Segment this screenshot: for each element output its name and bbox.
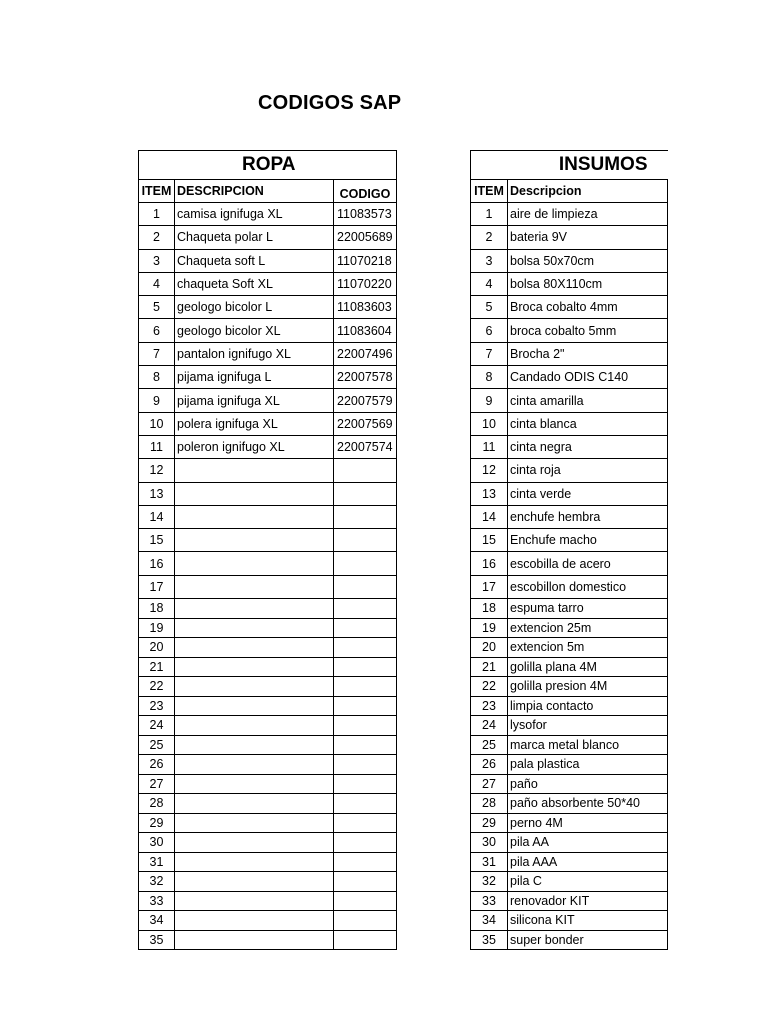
row-description: paño absorbente 50*40 [508,794,668,814]
row-description [175,813,334,833]
row-description [175,716,334,736]
row-code [334,599,397,619]
row-code [334,657,397,677]
row-description [175,618,334,638]
row-item: 1 [139,203,175,226]
row-item: 17 [471,575,508,598]
row-description [175,529,334,552]
table-row [471,911,668,931]
row-item: 14 [471,505,508,528]
ropa-col-code: CODIGO [334,180,397,203]
row-item: 3 [471,249,508,272]
table-row [139,529,397,552]
row-description: pila AA [508,833,668,853]
row-description: Broca cobalto 4mm [508,296,668,319]
row-item: 27 [139,774,175,794]
table-row [471,366,668,389]
row-item: 25 [139,735,175,755]
row-description: extencion 25m [508,618,668,638]
table-row [139,657,397,677]
table-row [139,296,397,319]
ropa-col-item: ITEM [139,180,175,203]
table-row [139,482,397,505]
table-row [471,203,668,226]
table-row [139,794,397,814]
row-description: espuma tarro [508,599,668,619]
row-item: 31 [471,852,508,872]
row-code: 22007569 [334,412,397,435]
table-row [139,226,397,249]
row-item: 16 [139,552,175,575]
row-code [334,911,397,931]
table-row [471,296,668,319]
table-row [139,638,397,658]
row-item: 6 [471,319,508,342]
row-item: 34 [139,911,175,931]
table-row [139,872,397,892]
row-description [175,911,334,931]
row-item: 21 [139,657,175,677]
table-row [139,342,397,365]
row-description [175,505,334,528]
row-code [334,930,397,950]
row-description [175,852,334,872]
table-row [471,599,668,619]
row-item: 28 [471,794,508,814]
row-code: 22007579 [334,389,397,412]
row-description: bateria 9V [508,226,668,249]
row-item: 18 [139,599,175,619]
row-description: Chaqueta soft L [175,249,334,272]
row-description: chaqueta Soft XL [175,272,334,295]
row-item: 23 [139,696,175,716]
row-item: 26 [471,755,508,775]
row-description [175,599,334,619]
row-item: 7 [139,342,175,365]
row-description: camisa ignifuga XL [175,203,334,226]
table-row [139,412,397,435]
page-title: CODIGOS SAP [258,92,402,114]
ropa-heading-spacer [334,151,397,180]
row-code [334,852,397,872]
row-item: 12 [471,459,508,482]
row-item: 10 [139,412,175,435]
row-description: aire de limpieza [508,203,668,226]
row-code [334,459,397,482]
row-item: 30 [471,833,508,853]
row-code [334,618,397,638]
row-description: limpia contacto [508,696,668,716]
row-description: poleron ignifugo XL [175,435,334,458]
row-description [175,459,334,482]
table-row [471,272,668,295]
row-item: 31 [139,852,175,872]
row-item: 26 [139,755,175,775]
row-item: 16 [471,552,508,575]
row-item: 33 [139,891,175,911]
table-row [139,389,397,412]
table-row [139,930,397,950]
table-row [471,618,668,638]
row-description: bolsa 50x70cm [508,249,668,272]
row-item: 22 [471,677,508,697]
table-row [139,852,397,872]
row-item: 24 [139,716,175,736]
table-row [471,891,668,911]
table-row [471,342,668,365]
row-description: pijama ignifuga L [175,366,334,389]
row-item: 32 [471,872,508,892]
row-code: 11083603 [334,296,397,319]
table-row [471,735,668,755]
row-item: 4 [471,272,508,295]
row-description [175,872,334,892]
row-code: 22005689 [334,226,397,249]
row-description: pijama ignifuga XL [175,389,334,412]
row-description: cinta negra [508,435,668,458]
row-code: 22007574 [334,435,397,458]
row-description [175,575,334,598]
row-description: lysofor [508,716,668,736]
row-description: broca cobalto 5mm [508,319,668,342]
row-description [175,774,334,794]
row-description: silicona KIT [508,911,668,931]
ropa-col-desc: DESCRIPCION [175,180,334,203]
table-row [139,459,397,482]
row-description: paño [508,774,668,794]
insumos-col-desc: Descripcion [508,180,668,203]
insumos-col-item: ITEM [471,180,508,203]
row-item: 20 [139,638,175,658]
row-item: 2 [471,226,508,249]
row-item: 11 [139,435,175,458]
row-description [175,677,334,697]
row-code [334,638,397,658]
row-item: 5 [471,296,508,319]
row-item: 19 [139,618,175,638]
row-item: 17 [139,575,175,598]
insumos-table [470,150,668,950]
row-item: 1 [471,203,508,226]
table-row [471,852,668,872]
row-item: 33 [471,891,508,911]
table-row [139,575,397,598]
ropa-table [138,150,397,950]
table-row [139,735,397,755]
row-item: 5 [139,296,175,319]
table-row [471,319,668,342]
table-row [139,774,397,794]
row-code [334,505,397,528]
row-item: 3 [139,249,175,272]
row-description: enchufe hembra [508,505,668,528]
table-row [471,482,668,505]
table-row [139,552,397,575]
row-code: 11083604 [334,319,397,342]
row-item: 22 [139,677,175,697]
row-code [334,716,397,736]
row-description: pila C [508,872,668,892]
table-row [471,833,668,853]
table-row [139,203,397,226]
table-row [471,389,668,412]
row-description: escobilla de acero [508,552,668,575]
table-row [471,813,668,833]
row-code [334,813,397,833]
row-code [334,774,397,794]
table-row [139,366,397,389]
table-row [471,226,668,249]
row-description: cinta roja [508,459,668,482]
row-code [334,755,397,775]
table-row [471,249,668,272]
table-row [139,435,397,458]
row-item: 8 [471,366,508,389]
row-item: 9 [471,389,508,412]
row-item: 30 [139,833,175,853]
row-item: 20 [471,638,508,658]
row-description: marca metal blanco [508,735,668,755]
row-description [175,657,334,677]
table-row [471,930,668,950]
row-item: 23 [471,696,508,716]
row-description: escobillon domestico [508,575,668,598]
row-description: Candado ODIS C140 [508,366,668,389]
row-item: 29 [471,813,508,833]
row-code [334,482,397,505]
insumos-heading: INSUMOS [471,151,668,180]
row-code [334,891,397,911]
table-row [139,833,397,853]
table-row [471,505,668,528]
row-code [334,677,397,697]
table-row [139,911,397,931]
row-code [334,552,397,575]
row-description: super bonder [508,930,668,950]
row-description: geologo bicolor L [175,296,334,319]
table-row [139,505,397,528]
row-description: renovador KIT [508,891,668,911]
table-row [471,575,668,598]
table-row [139,891,397,911]
table-row [139,716,397,736]
row-code: 22007496 [334,342,397,365]
row-item: 10 [471,412,508,435]
table-row [471,872,668,892]
row-description [175,696,334,716]
row-description: polera ignifuga XL [175,412,334,435]
table-row [471,529,668,552]
row-description: Chaqueta polar L [175,226,334,249]
row-description: cinta blanca [508,412,668,435]
row-item: 11 [471,435,508,458]
table-row [471,459,668,482]
row-description [175,552,334,575]
row-description [175,482,334,505]
row-description [175,638,334,658]
table-row [471,696,668,716]
row-description [175,891,334,911]
row-code: 22007578 [334,366,397,389]
row-description: Enchufe macho [508,529,668,552]
row-description: cinta verde [508,482,668,505]
table-row [139,319,397,342]
row-item: 13 [471,482,508,505]
row-item: 15 [471,529,508,552]
row-item: 18 [471,599,508,619]
row-code [334,833,397,853]
table-row [139,272,397,295]
row-item: 4 [139,272,175,295]
row-description: Brocha 2" [508,342,668,365]
row-description: pala plastica [508,755,668,775]
row-item: 13 [139,482,175,505]
row-description: geologo bicolor XL [175,319,334,342]
row-description: pila AAA [508,852,668,872]
row-code [334,872,397,892]
row-description [175,755,334,775]
row-description [175,794,334,814]
row-item: 12 [139,459,175,482]
row-item: 34 [471,911,508,931]
row-item: 28 [139,794,175,814]
table-row [139,249,397,272]
row-description: extencion 5m [508,638,668,658]
row-code [334,696,397,716]
row-code [334,794,397,814]
table-row [471,552,668,575]
row-description: golilla presion 4M [508,677,668,697]
row-description: pantalon ignifugo XL [175,342,334,365]
table-row [471,435,668,458]
table-row [139,599,397,619]
table-row [471,755,668,775]
table-row [471,774,668,794]
row-item: 27 [471,774,508,794]
row-item: 35 [139,930,175,950]
table-row [139,677,397,697]
row-item: 19 [471,618,508,638]
row-item: 9 [139,389,175,412]
table-row [471,657,668,677]
row-item: 8 [139,366,175,389]
row-item: 35 [471,930,508,950]
table-row [139,696,397,716]
row-description [175,930,334,950]
row-item: 14 [139,505,175,528]
row-description [175,735,334,755]
row-item: 21 [471,657,508,677]
table-row [471,412,668,435]
row-code: 11083573 [334,203,397,226]
table-row [139,755,397,775]
row-code [334,575,397,598]
row-item: 32 [139,872,175,892]
row-description: golilla plana 4M [508,657,668,677]
row-code [334,735,397,755]
row-item: 29 [139,813,175,833]
row-item: 15 [139,529,175,552]
row-description: perno 4M [508,813,668,833]
row-item: 25 [471,735,508,755]
row-code [334,529,397,552]
table-row [471,677,668,697]
table-row [471,716,668,736]
row-item: 24 [471,716,508,736]
row-description: cinta amarilla [508,389,668,412]
row-description [175,833,334,853]
table-row [471,638,668,658]
table-row [139,813,397,833]
row-description: bolsa 80X110cm [508,272,668,295]
row-item: 2 [139,226,175,249]
table-row [139,618,397,638]
row-item: 6 [139,319,175,342]
ropa-heading: ROPA [139,151,334,180]
row-code: 11070218 [334,249,397,272]
row-item: 7 [471,342,508,365]
row-code: 11070220 [334,272,397,295]
table-row [471,794,668,814]
